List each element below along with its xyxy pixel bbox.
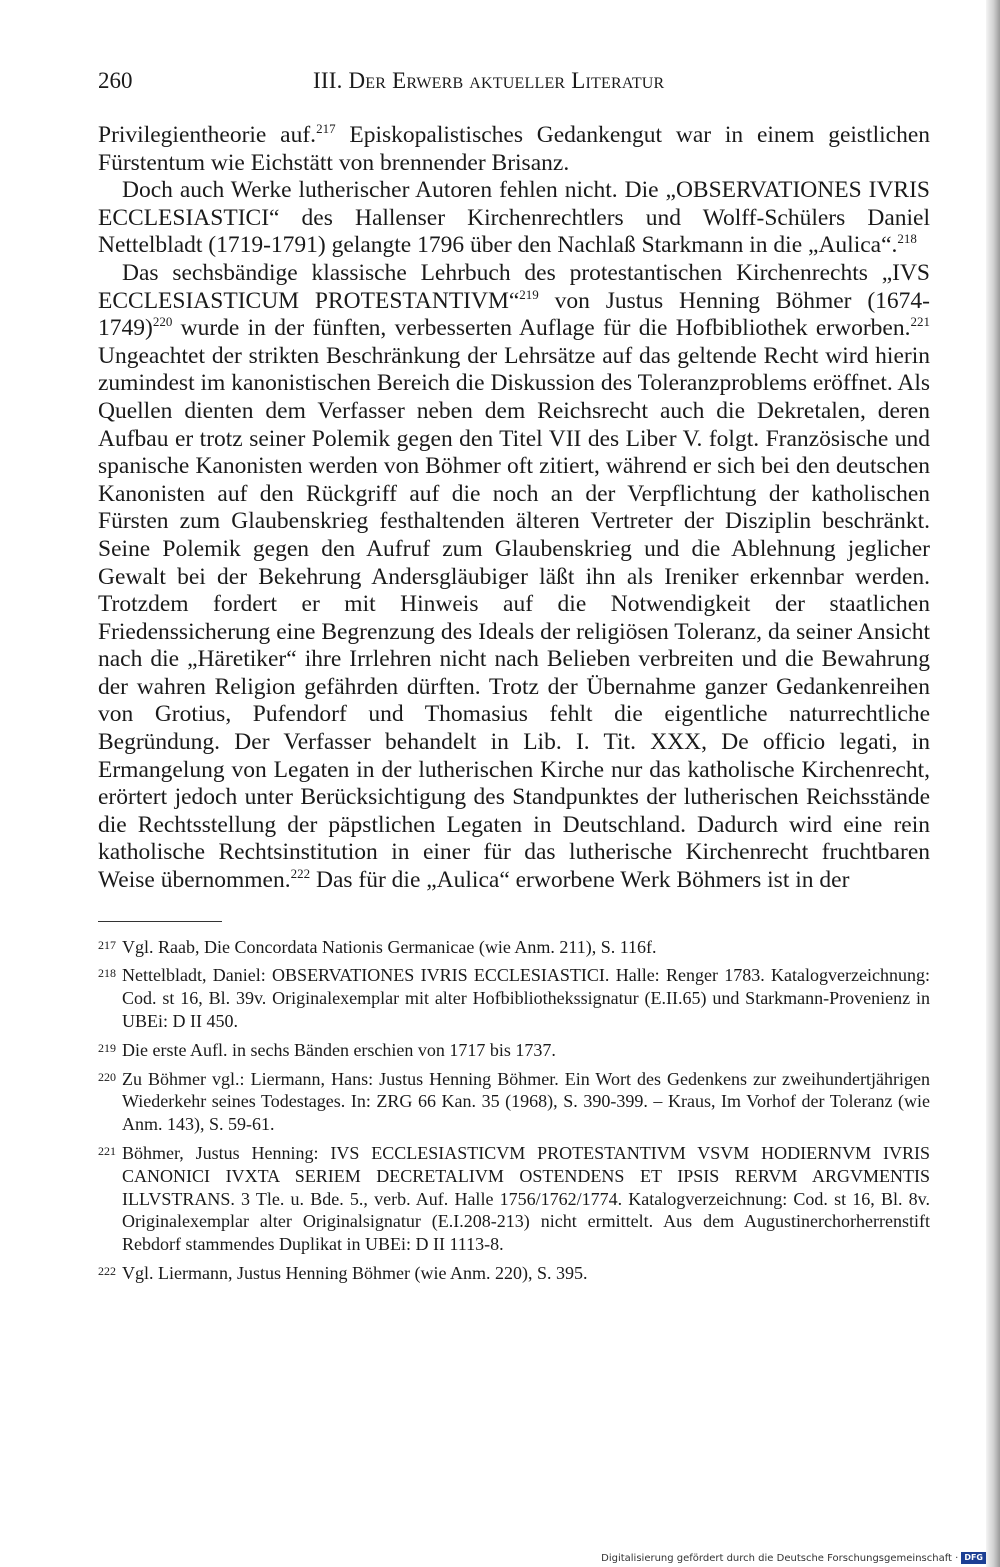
footnote-ref: 218 (897, 231, 917, 247)
footnote-text: Vgl. Liermann, Justus Henning Böhmer (wie Anm. 220), S. 395. (122, 1262, 588, 1283)
footnote-number: 219 (98, 1040, 116, 1055)
footnote-number: 220 (98, 1069, 116, 1084)
paragraph-text: Doch auch Werke lutherischer Autoren fehlen nicht. Die „OBSERVATIONES IVRIS ECCLESIASTICI“ des Hallenser Kirchenrechtlers und Wolff-Schülers Daniel Nettelbladt (1719-1791) gelangte 1796 über den Nachlaß Starkmann in die „Aulica“. (98, 177, 930, 259)
footnote-ref: 219 (519, 286, 539, 302)
footnote-ref: 220 (152, 314, 173, 330)
dfg-logo-icon: DFG (961, 1552, 986, 1564)
paragraph-text: Episkopalistisches Gedankengut war in einem geistlichen Fürstentum wie Eichstätt von brennender Brisanz. (98, 122, 930, 176)
footnote-217 (98, 936, 930, 959)
footnote-222 (98, 1262, 930, 1285)
page-number: 260 (98, 68, 133, 93)
footnote-text: Die erste Aufl. in sechs Bänden erschien von 1717 bis 1737. (122, 1039, 556, 1060)
body-text (98, 122, 930, 895)
footnote-ref: 221 (910, 314, 930, 330)
footnote-218 (98, 964, 930, 1032)
footnote-number: 221 (98, 1144, 116, 1158)
paragraph-1 (98, 122, 930, 177)
paragraph-text: wurde in der fünften, verbesserten Auflage für die Hofbibliothek erworben. (172, 315, 911, 342)
paragraph-text: von Justus Henning Böhmer (1674-1749) (98, 287, 930, 342)
footnote-text: Zu Böhmer vgl.: Liermann, Hans: Justus Henning Böhmer. Ein Wort des Gedenkens zur zweihundertjährigen Wiederkehr seines Todestages. In: ZRG 66 Kan. 35 (1968), S. 390-399. – Kraus, Im Vorhof der Toleranz (wie Anm. 143), S. 59-61. (122, 1068, 930, 1135)
paragraph-text: Ungeachtet der strikten Beschränkung der Lehrsätze auf das geltende Recht wird hierin zumindest im kanonistischen Bereich die Diskussion des Toleranzproblems eröffnet. Als Quellen dienten dem Verfasser neben dem Reichsrecht auch die Dekretalen, deren Aufbau er trotz seiner Polemik gegen den Titel VII des Liber V. folgt. Französische und spanische Kanonisten werden von Böhmer oft zitiert, während er sich bei den deutschen Kanonisten auf den Rückgriff auf die noch an der Verpflichtung der katholischen Fürsten zum Glaubenskrieg festhaltenden älteren Vertreter der Disziplin beschränkt. Seine Polemik gegen den Aufruf zum Glaubenskrieg und die Ablehnung jeglicher Gewalt bei der Bekehrung Andersgläubiger läßt ihn als Ireniker erkennbar werden. Trotzdem fordert er mit Hinweis auf die Notwendigkeit der staatlichen Friedenssicherung eine Begrenzung des Ideals der religiösen Toleranz, da seiner Ansicht nach die „Häretiker“ ihre Irrlehren nicht nach Belieben verbreiten und die Bewahrung der wahren Religion gefährden dürften. Trotz der Übernahme ganzer Gedankenreihen von Grotius, Pufendorf und Thomasius fehlt die eigentliche naturrechtliche Begründung. Der Verfasser behandelt in Lib. I. Tit. XXX, De officio legati, in Ermangelung von Legaten in der lutherischen Kirche nur das katholische Kirchenrecht, erörtert jedoch unter Berücksichtigung des Standpunktes der lutherischen Reichsstände die Rechtsstellung der päpstlichen Legaten in Deutschland. Dadurch wird eine rein katholische Rechtsinstitution in einer für das lutherische Kirchenrecht fruchtbaren Weise übernommen. (98, 342, 930, 894)
footnote-text: Böhmer, Justus Henning: IVS ECCLESIASTICVM PROTESTANTIVM VSVM HODIERNVM IVRIS CANONICI IVXTA SERIEM DECRETALIVM OSTENDENS ET IPSIS RERVM ARGVMENTIS ILLVSTRANS. 3 Tle. u. Bde. 5., verb. Auf. Halle 1756/1762/1774. Katalogverzeichnung: Cod. st 16, Bl. 8v. Originalexemplar alter Originalsignatur (E.I.208-213) nicht ermittelt. Aus dem Augustinerchorherrenstift Rebdorf stammendes Duplikat in UBEi: D II 1113-8. (122, 1143, 930, 1255)
running-head (98, 66, 930, 102)
paragraph-3 (98, 260, 930, 895)
footnote-text: Nettelbladt, Daniel: OBSERVATIONES IVRIS ECCLESIASTICI. Halle: Renger 1783. Katalogverzeichnung: Cod. st 16, Bl. 39v. Originalexemplar mit alter Hofbibliothekssignatur (E.II.65) und Starkmann-Provenienz in UBEi: D II 450. (122, 965, 930, 1032)
footnote-separator (98, 921, 222, 922)
credit-text: Digitalisierung gefördert durch die Deutsche Forschungsgemeinschaft · (601, 1552, 959, 1564)
running-title: III. Der Erwerb aktueller Literatur (313, 68, 665, 93)
paragraph-2 (98, 177, 930, 260)
footnote-number: 222 (98, 1263, 116, 1278)
scan-page-edge (986, 0, 1000, 1567)
footnote-ref: 217 (316, 121, 336, 136)
footnote-221 (98, 1142, 930, 1256)
footnote-220 (98, 1068, 930, 1136)
footnote-number: 218 (98, 966, 116, 981)
paragraph-text: Privilegientheorie auf. (98, 122, 317, 148)
digitization-credit (601, 1552, 986, 1564)
footnotes (98, 936, 930, 1285)
footnote-219 (98, 1039, 930, 1062)
paragraph-text: Das sechsbändige klassische Lehrbuch des protestantischen Kirchenrechts „IVS ECCLESIASTICUM PROTESTANTIVM“ (98, 259, 930, 314)
footnote-ref: 222 (290, 866, 311, 882)
footnote-number: 217 (98, 937, 116, 952)
document-page (98, 66, 930, 1291)
paragraph-text: Das für die „Aulica“ erworbene Werk Böhmers ist in der (310, 867, 850, 894)
footnote-text: Vgl. Raab, Die Concordata Nationis Germanicae (wie Anm. 211), S. 116f. (122, 936, 657, 957)
